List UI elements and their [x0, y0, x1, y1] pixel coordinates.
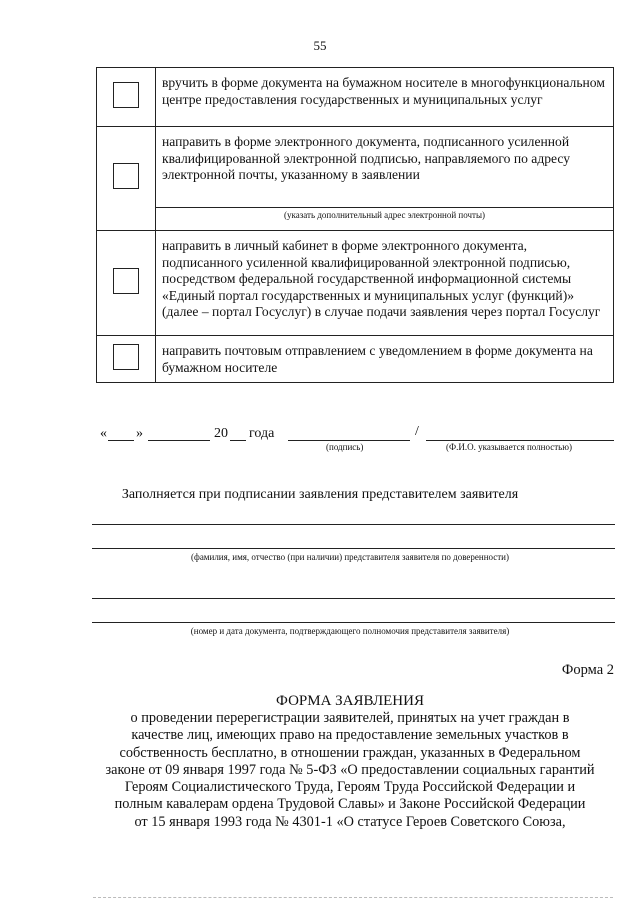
option-text: направить в личный кабинет в форме электронного документа, подписанного усиленной квалифицированной электронной подписью, посредством федеральной государственной информационной системы «Единый портал государственных и муниципальных услуг (функций)» (далее – портал Госуслуг) в случае подачи заявления через портал Госуслуг: [162, 238, 601, 319]
year-prefix: 20: [214, 426, 228, 441]
subtitle-line: полным кавалерам ордена Трудовой Славы» и Законе Российской Федерации: [114, 796, 586, 813]
document-caption: (номер и дата документа, подтверждающего полномочия представителя заявителя): [190, 626, 510, 636]
subtitle-line: качестве лиц, имеющих право на предоставление земельных участков в: [131, 727, 569, 744]
subtitle-line: Героям Социалистического Труда, Героям Труда Российской Федерации и: [124, 779, 576, 796]
form-label: Форма 2: [561, 662, 614, 678]
year-word: года: [249, 426, 275, 441]
option-row: [97, 336, 614, 383]
form-title: ФОРМА ЗАЯВЛЕНИЯ: [276, 693, 424, 709]
representative-line-1[interactable]: [92, 524, 615, 525]
email-hint: (указать дополнительный адрес электронной почты): [284, 210, 485, 220]
option-row: [97, 127, 614, 208]
checkbox-option-2[interactable]: [113, 163, 139, 189]
option-text: направить в форме электронного документа, подписанного усиленной квалифицированной электронной подписью, направляемого по адресу электронной почты, указанному в заявлении: [162, 134, 571, 182]
delivery-options-table: [96, 67, 614, 383]
month-field[interactable]: [148, 440, 210, 441]
option-text: направить почтовым отправлением с уведомлением в форме документа на бумажном носителе: [162, 343, 593, 375]
checkbox-option-1[interactable]: [113, 82, 139, 108]
document-line-1[interactable]: [92, 598, 615, 599]
subtitle-line: от 15 января 1993 года № 4301-1 «О статусе Героев Советского Союза,: [134, 813, 566, 830]
option-row: [97, 231, 614, 336]
signature-field[interactable]: [288, 440, 410, 441]
quote-close: »: [136, 426, 143, 441]
page-bottom-divider: [93, 897, 613, 898]
day-field[interactable]: [108, 440, 134, 441]
document-line-2[interactable]: [92, 622, 615, 623]
form-subtitle: [0, 710, 640, 831]
slash: /: [415, 424, 419, 439]
option-text: вручить в форме документа на бумажном носителе в многофункциональном центре предоставления государственных и муниципальных услуг: [162, 75, 605, 107]
checkbox-option-4[interactable]: [113, 344, 139, 370]
representative-name-caption: (фамилия, имя, отчество (при наличии) представителя заявителя по доверенности): [190, 552, 509, 562]
subtitle-line: законе от 09 января 1997 года № 5-ФЗ «О предоставлении социальных гарантий: [105, 761, 595, 778]
quote-open: «: [100, 426, 107, 441]
fio-field[interactable]: [426, 440, 614, 441]
subtitle-line: о проведении перерегистрации заявителей, принятых на учет граждан в: [130, 710, 570, 726]
representative-heading: Заполняется при подписании заявления представителем заявителя: [121, 487, 519, 502]
signature-caption: (подпись): [326, 442, 364, 452]
year-field[interactable]: [230, 440, 246, 441]
checkbox-option-3[interactable]: [113, 268, 139, 294]
option-row: [97, 68, 614, 127]
subtitle-line: собственность бесплатно, в отношении граждан, указанных в Федеральном: [119, 744, 581, 761]
page-number: 55: [313, 38, 327, 53]
representative-line-2[interactable]: [92, 548, 615, 549]
fio-caption: (Ф.И.О. указывается полностью): [446, 442, 572, 452]
